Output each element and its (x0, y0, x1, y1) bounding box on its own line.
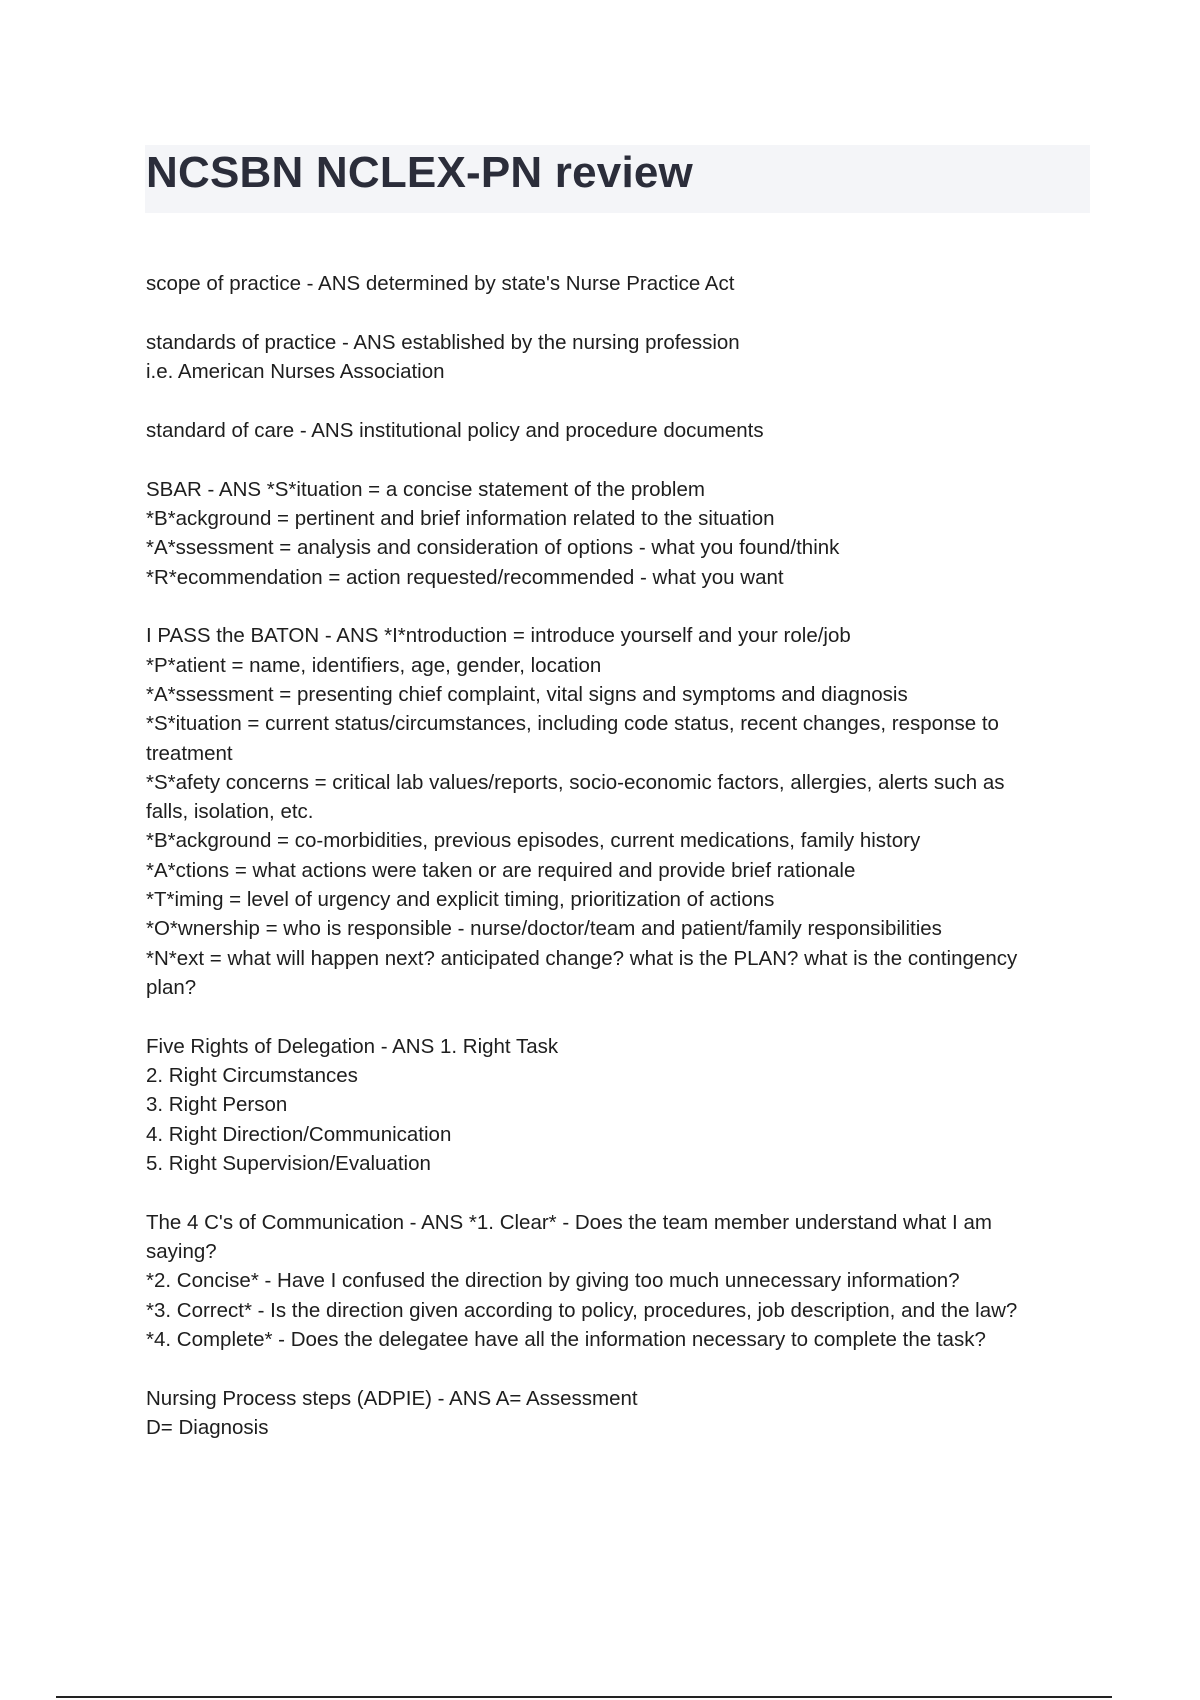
card-line: *B*ackground = pertinent and brief information related to the situation (146, 506, 775, 530)
card-line: 2. Right Circumstances (146, 1064, 358, 1088)
card-five-rights-of-delegation (146, 1032, 1096, 1178)
card-line: I PASS the BATON - ANS *I*ntroduction = introduce yourself and your role/job (146, 624, 851, 648)
page-title: NCSBN NCLEX-PN review (146, 148, 693, 197)
card-line: Five Rights of Delegation - ANS 1. Right Task (146, 1034, 559, 1058)
card-line: *S*ituation = current status/circumstances, including code status, recent changes, response to (146, 712, 999, 736)
card-line: scope of practice - ANS determined by state's Nurse Practice Act (146, 272, 735, 295)
card-line: *A*ctions = what actions were taken or are required and provide brief rationale (146, 858, 856, 882)
card-line: standard of care - ANS institutional policy and procedure documents (146, 418, 764, 442)
card-line: falls, isolation, etc. (146, 800, 314, 824)
card-line: i.e. American Nurses Association (146, 360, 445, 384)
card-standards-of-practice (146, 328, 1096, 387)
card-sbar (146, 475, 1096, 592)
card-line: *2. Concise* - Have I confused the direction by giving too much unnecessary information? (146, 1269, 960, 1293)
card-line: 3. Right Person (146, 1093, 288, 1117)
card-line: 5. Right Supervision/Evaluation (146, 1151, 431, 1175)
card-line: SBAR - ANS *S*ituation = a concise statement of the problem (146, 477, 705, 501)
card-nursing-process-steps (146, 1384, 1096, 1443)
flashcard-list (146, 269, 1096, 1472)
card-line: *3. Correct* - Is the direction given according to policy, procedures, job description, and the law? (146, 1298, 1018, 1322)
card-line: The 4 C's of Communication - ANS *1. Clear* - Does the team member understand what I am (146, 1210, 992, 1234)
card-line: *4. Complete* - Does the delegatee have all the information necessary to complete the task? (146, 1327, 986, 1351)
card-i-pass-the-baton (146, 621, 1096, 1002)
card-line: *B*ackground = co-morbidities, previous episodes, current medications, family history (146, 829, 921, 853)
card-4-cs-of-communication (146, 1208, 1096, 1354)
card-line: *R*ecommendation = action requested/recommended - what you want (146, 565, 784, 589)
card-line: saying? (146, 1240, 217, 1264)
card-line: *A*ssessment = analysis and consideration of options - what you found/think (146, 536, 840, 560)
card-line: treatment (146, 741, 233, 765)
card-line: D= Diagnosis (146, 1416, 269, 1439)
card-line: standards of practice - ANS established by the nursing profession (146, 330, 740, 354)
card-line: *N*ext = what will happen next? anticipated change? what is the PLAN? what is the contingency (146, 946, 1018, 970)
card-line: *T*iming = level of urgency and explicit timing, prioritization of actions (146, 888, 775, 912)
page-bottom-rule (56, 1696, 1112, 1698)
card-line: 4. Right Direction/Communication (146, 1122, 452, 1146)
card-line: *P*atient = name, identifiers, age, gender, location (146, 653, 602, 677)
card-scope-of-practice (146, 269, 1096, 298)
card-line: *A*ssessment = presenting chief complaint, vital signs and symptoms and diagnosis (146, 682, 908, 706)
card-line: *S*afety concerns = critical lab values/reports, socio-economic factors, allergies, alerts such as (146, 770, 1005, 794)
card-line: Nursing Process steps (ADPIE) - ANS A= Assessment (146, 1386, 638, 1410)
card-line: plan? (146, 975, 197, 999)
card-line: *O*wnership = who is responsible - nurse/doctor/team and patient/family responsibilities (146, 917, 942, 941)
card-standard-of-care (146, 416, 1096, 445)
